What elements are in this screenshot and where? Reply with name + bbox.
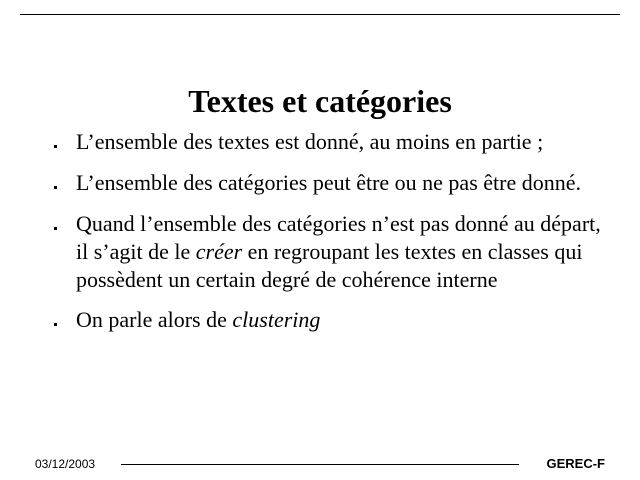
bullet-text [76,306,612,334]
bullet-item-textes-donnes [52,128,612,156]
bullet-text [76,210,612,294]
bullet-square-icon [52,128,76,156]
bullet-item-creer-categories [52,210,612,294]
bullet-text-before-emphasis: Quand l’ensemble des catégories n’est pas donné au départ, il s’agit de le [76,211,601,264]
footer-organization: GEREC-F [546,456,605,471]
bullet-square-icon [52,169,76,197]
bullet-text: L’ensemble des catégories peut être ou ne pas être donné. [76,170,581,195]
bullet-item-categories-donnees [52,169,612,197]
bullet-text: L’ensemble des textes est donné, au moins en partie ; [76,129,544,154]
emphasized-word: créer [195,239,243,264]
bullet-list [52,128,612,334]
footer-divider-line [121,464,519,465]
top-divider-line [20,14,620,15]
footer-date: 03/12/2003 [35,457,96,471]
bullet-square-icon [52,210,76,294]
bullet-text-after-emphasis: en regroupant les textes en classes qui possèdent un certain degré de cohérence interne [76,239,583,292]
bullet-square-icon [52,306,76,334]
bullet-item-clustering [52,306,612,334]
bullet-text-before-emphasis: On parle alors de [76,307,233,332]
emphasized-word: clustering [232,307,321,332]
slide-title: Textes et catégories [188,83,452,120]
